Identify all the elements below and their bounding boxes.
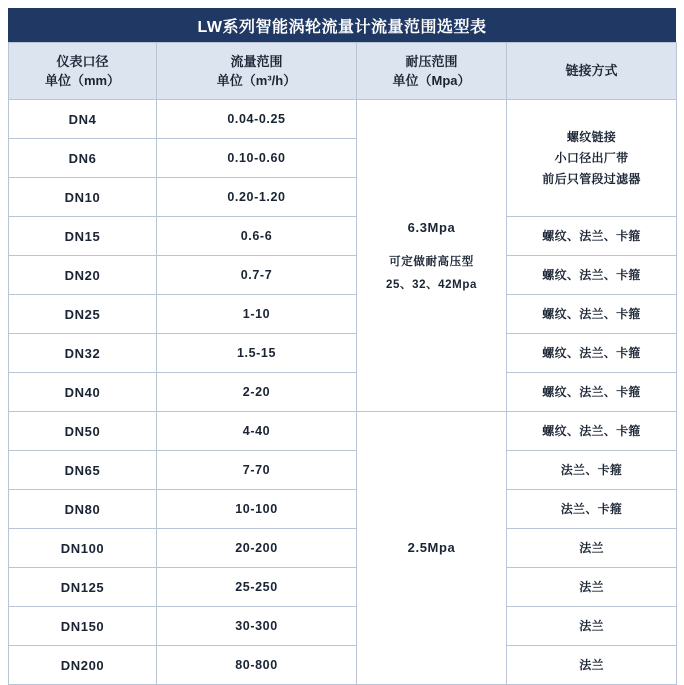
column-header-pressure-line1: 耐压范围 [405,53,458,69]
cell-range: 0.04-0.25 [157,100,357,139]
cell-size: DN20 [9,256,157,295]
cell-range: 0.10-0.60 [157,139,357,178]
table-row [9,373,677,412]
pressure-note-1-line2: 25、32、42Mpa [386,278,477,291]
pressure-note-1-line1: 可定做耐高压型 [389,255,474,268]
cell-connection: 螺纹、法兰、卡箍 [507,373,677,412]
column-header-size [9,43,157,100]
table-row [9,334,677,373]
cell-size: DN125 [9,568,157,607]
cell-connection: 法兰 [507,568,677,607]
cell-size: DN100 [9,529,157,568]
cell-range: 2-20 [157,373,357,412]
cell-size: DN15 [9,217,157,256]
cell-range: 10-100 [157,490,357,529]
cell-range: 0.7-7 [157,256,357,295]
column-header-connection-line1: 链接方式 [565,63,618,79]
cell-connection: 螺纹、法兰、卡箍 [507,412,677,451]
cell-connection-threaded-note [507,100,677,217]
table-row [9,256,677,295]
column-header-range [157,43,357,100]
cell-pressure-group-2 [357,412,507,685]
column-header-pressure-line2: 单位（Mpa） [392,73,471,88]
cell-size: DN4 [9,100,157,139]
flow-range-table [8,42,677,685]
cell-range: 0.20-1.20 [157,178,357,217]
table-row [9,646,677,685]
cell-connection: 螺纹、法兰、卡箍 [507,217,677,256]
cell-connection: 法兰 [507,607,677,646]
cell-size: DN10 [9,178,157,217]
cell-connection: 法兰、卡箍 [507,451,677,490]
pressure-spacer-1 [361,241,502,251]
cell-pressure-group-1 [357,100,507,412]
cell-size: DN25 [9,295,157,334]
cell-size: DN80 [9,490,157,529]
cell-connection: 螺纹、法兰、卡箍 [507,334,677,373]
cell-connection: 螺纹、法兰、卡箍 [507,295,677,334]
table-row [9,490,677,529]
table-row [9,412,677,451]
cell-connection: 法兰、卡箍 [507,490,677,529]
cell-range: 25-250 [157,568,357,607]
table-body [9,100,677,685]
table-header [9,43,677,100]
table-row [9,100,677,139]
cell-range: 80-800 [157,646,357,685]
table-row [9,568,677,607]
cell-range: 1.5-15 [157,334,357,373]
cell-range: 0.6-6 [157,217,357,256]
cell-size: DN32 [9,334,157,373]
table-row [9,451,677,490]
column-header-size-line1: 仪表口径 [56,53,109,69]
column-header-connection [507,43,677,100]
column-header-size-line2: 单位（mm） [44,73,121,88]
cell-connection: 螺纹、法兰、卡箍 [507,256,677,295]
table-row [9,217,677,256]
cell-range: 20-200 [157,529,357,568]
cell-size: DN150 [9,607,157,646]
cell-range: 30-300 [157,607,357,646]
cell-connection: 法兰 [507,646,677,685]
connection-note-line1: 螺纹链接 [566,129,617,144]
column-header-range-line1: 流量范围 [230,53,283,69]
table-header-row [9,43,677,100]
cell-connection: 法兰 [507,529,677,568]
table-row [9,529,677,568]
pressure-main-1: 6.3Mpa [407,219,456,235]
cell-size: DN200 [9,646,157,685]
cell-size: DN65 [9,451,157,490]
column-header-range-line2: 单位（m³/h） [216,73,297,88]
column-header-pressure [357,43,507,100]
pressure-main-2: 2.5Mpa [407,540,456,555]
cell-size: DN6 [9,139,157,178]
cell-range: 4-40 [157,412,357,451]
table-row [9,295,677,334]
connection-note-line2: 小口径出厂带 [554,150,629,165]
connection-note-line3: 前后只管段过滤器 [542,171,641,186]
cell-size: DN40 [9,373,157,412]
page-title [8,8,676,42]
cell-range: 1-10 [157,295,357,334]
cell-size: DN50 [9,412,157,451]
table-row [9,607,677,646]
page-title-text: LW系列智能涡轮流量计流量范围选型表 [197,18,487,36]
cell-range: 7-70 [157,451,357,490]
